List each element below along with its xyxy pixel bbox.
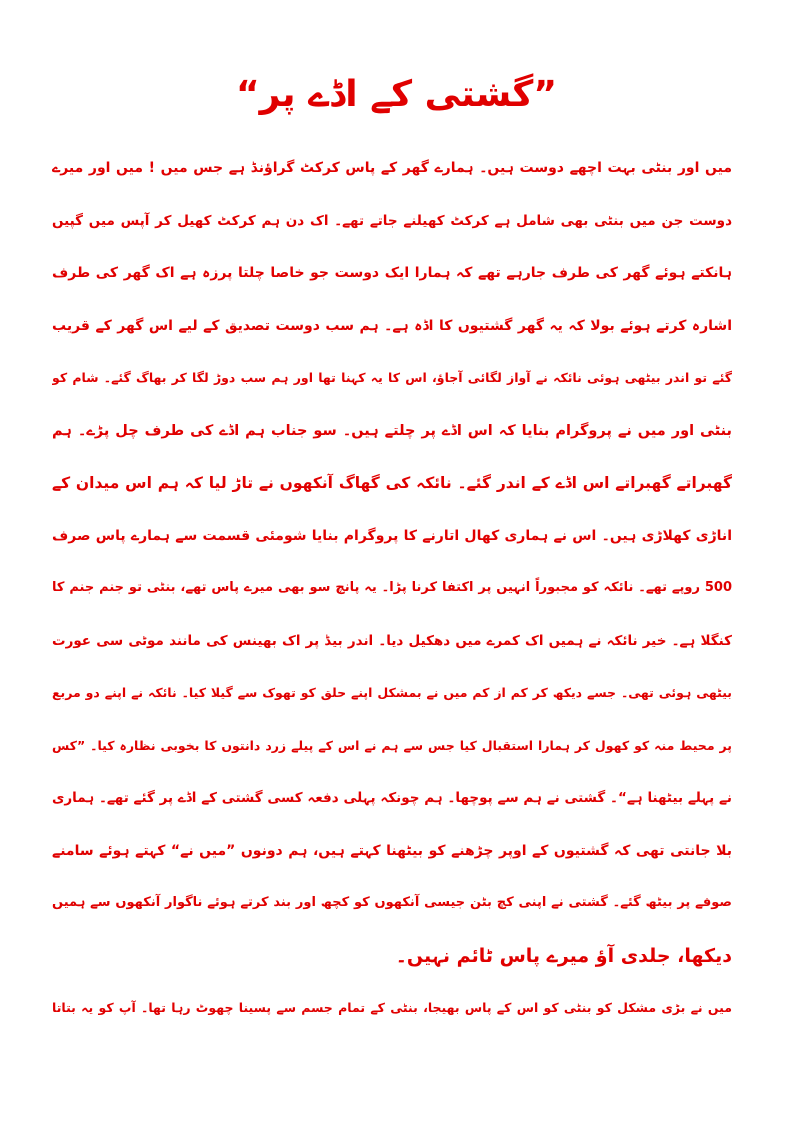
body-line: اناڑی کھلاڑی ہیں۔ اس نے ہماری کھال اتارنے کا پروگرام بنایا شومئی قسمت سے ہمارے پاس صرف <box>52 527 732 544</box>
body-line: دوست جن میں بنٹی بھی شامل ہے کرکٹ کھیلنے جاتے تھے۔ اک دن ہم کرکٹ کھیل کر آپس میں گپیں <box>52 212 732 229</box>
body-line: میں نے بڑی مشکل کو بنٹی کو اس کے پاس بھیجا، بنٹی کے تمام جسم سے پسینا چھوٹ رہا تھا۔ آپ کو یہ بتاتا <box>52 1000 732 1015</box>
body-line: بیٹھی ہوئی تھی۔ جسے دیکھ کر کم از کم میں نے بمشکل اپنے حلق کو تھوک سے گیلا کیا۔ نائکہ نے اپنے دو مربع <box>52 685 732 700</box>
body-line: گھبراتے گھبراتے اس اڈے کے اندر گئے۔ نائکہ کی گھاگ آنکھوں نے تاڑ لیا کہ ہم اس میدان کے <box>52 474 732 492</box>
body-line: نے پہلے بیٹھنا ہے“۔ گشتی نے ہم سے پوچھا۔ ہم چونکہ پہلی دفعہ کسی گشتی کے اڈے پر گئے تھے۔ ہماری <box>52 790 732 806</box>
body-line: 500 روپے تھے۔ نائکہ کو مجبوراً انہیں پر اکتفا کرنا پڑا۔ یہ پانچ سو بھی میرے پاس تھے، بنٹی تو جنم جنم کا <box>52 580 732 595</box>
body-line: میں اور بنٹی بہت اچھے دوست ہیں۔ ہمارے گھر کے پاس کرکٹ گراؤنڈ ہے جس میں ! میں اور میرے <box>52 160 732 176</box>
body-line: گئے تو اندر بیٹھی ہوئی نائکہ نے آواز لگائی آجاؤ، اس کا یہ کہنا تھا اور ہم سب دوڑ لگا کر بھاگ گئے۔ شام کو <box>52 370 732 385</box>
body-line: ہانکتے ہوئے گھر کی طرف جارہے تھے کہ ہمارا ایک دوست جو خاصا چلتا پرزہ ہے اک گھر کی طرف <box>52 265 732 281</box>
body-line: اشارہ کرتے ہوئے بولا کہ یہ گھر گشتیوں کا اڈہ ہے۔ ہم سب دوست تصدیق کے لیے اس گھر کے قریب <box>52 317 732 334</box>
body-line: بلا جانتی تھی کہ گشتیوں کے اوپر چڑھنے کو بیٹھنا کہتے ہیں، ہم دونوں ”میں نے“ کہتے ہوئے سامنے <box>52 842 732 859</box>
body-line: دیکھا، جلدی آؤ میرے پاس ٹائم نہیں۔ <box>395 944 732 967</box>
body-line: بنٹی اور میں نے پروگرام بنایا کہ اس اڈے پر چلتے ہیں۔ سو جناب ہم اڈے کی طرف چل پڑے۔ ہم <box>52 422 732 439</box>
document-title: ”گشتی کے اڈے پر“ <box>235 74 557 115</box>
body-line: پر محیط منہ کو کھول کر ہمارا استقبال کیا جس سے ہم نے اس کے پیلے زرد دانتوں کا بخوبی نظارہ کیا۔ ”کس <box>52 737 732 753</box>
body-line: صوفے پر بیٹھ گئے۔ گشتی نے اپنی کچ بٹن جیسی آنکھوں کو کچھ اور بند کرتے ہوئے ناگوار آنکھوں سے ہمیں <box>52 895 732 910</box>
document-body <box>52 142 732 1035</box>
body-line: کنگلا ہے۔ خیر نائکہ نے ہمیں اک کمرے میں دھکیل دیا۔ اندر بیڈ پر اک بھینس کی مانند موٹی سی عورت <box>52 632 732 649</box>
